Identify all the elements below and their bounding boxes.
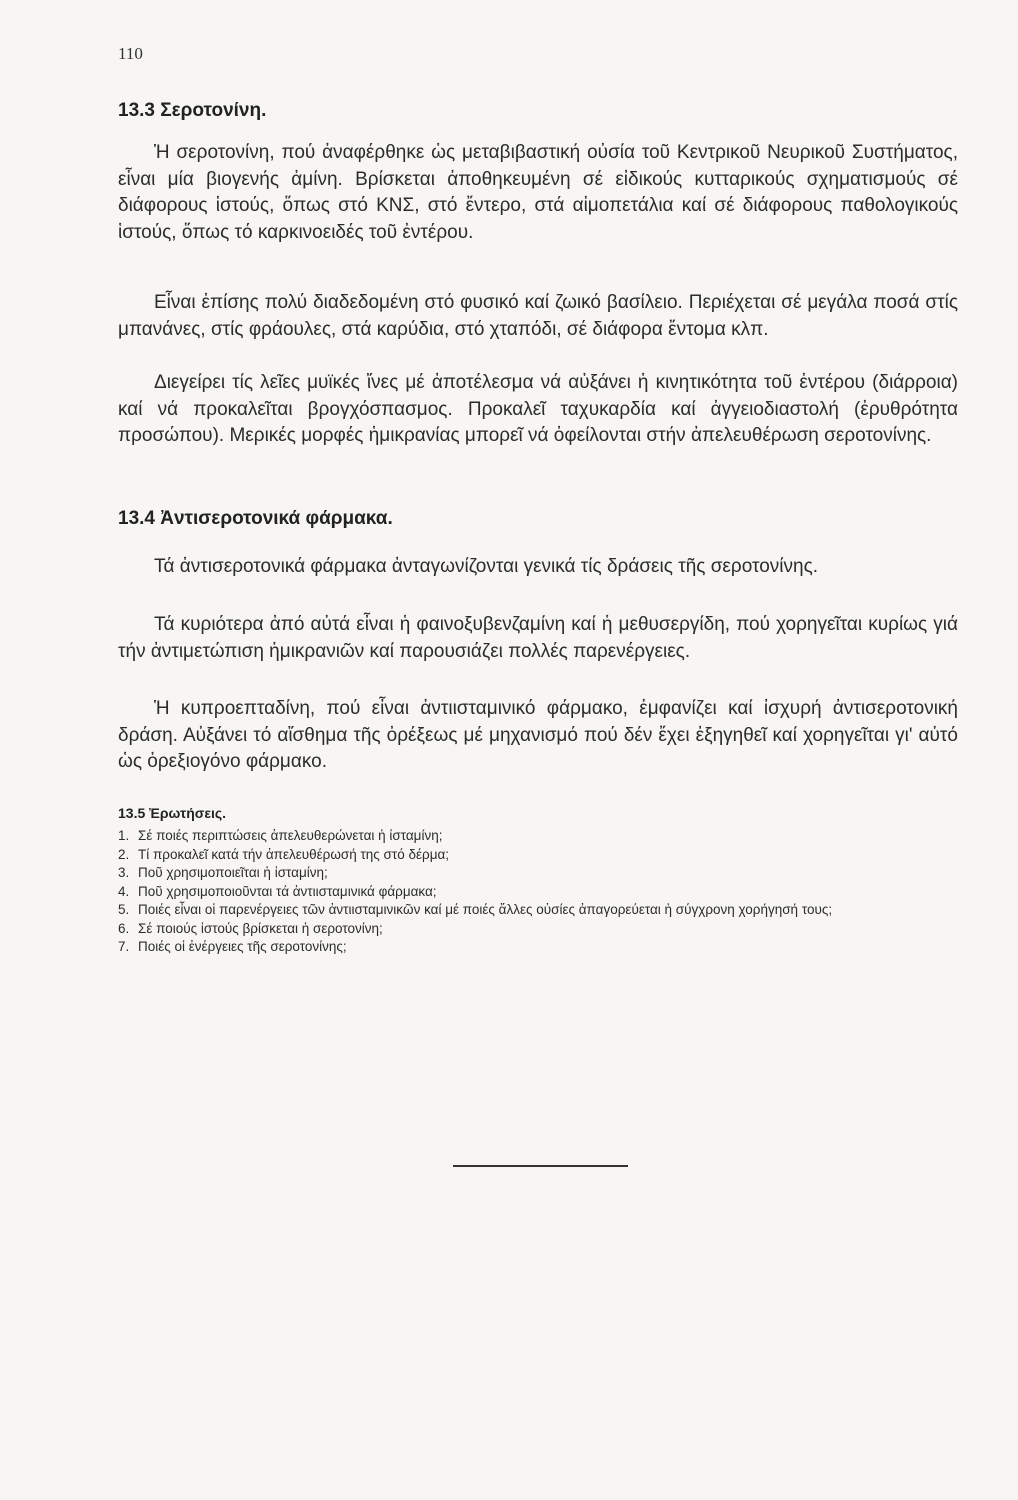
question-number: 4. [118,883,130,899]
question-number: 5. [118,902,130,917]
question-number: 3. [118,865,130,880]
question-item [118,864,968,883]
question-text: Σέ ποιούς ἱστούς βρίσκεται ἡ σεροτονίνη; [138,920,383,936]
paragraph-serotonin-distribution: Εἶναι ἐπίσης πολύ διαδεδομένη στό φυσικό καί ζωικό βασίλειο. Περιέχεται σέ μεγάλα ποσά στίς μπανάνες, στίς φράουλες, στά καρύδια, στό χταπόδι, σέ διάφορα ἔντομα κλπ. [118,292,958,340]
paragraph-serotonin-effects: Διεγείρει τίς λεῖες μυϊκές ἴνες μέ ἀποτέλεσμα νά αὐξάνει ἡ κινητικότητα τοῦ ἐντέρου (διάρροια) καί νά προκαλεῖται βρογχόσπασμος. Προκαλεῖ ταχυκαρδία καί ἀγγειοδιαστολή (ἐρυθρότητα προσώπου). Μερικές μορφές ἡμικρανίας μπορεῖ νά ὀφείλονται στήν ἀπελευθέρωση σεροτονίνης. [118,372,958,446]
paragraph-serotonin-intro: Ἡ σεροτονίνη, πού ἀναφέρθηκε ὡς μεταβιβαστική οὐσία τοῦ Κεντρικοῦ Νευρικοῦ Συστήματος, εἶναι μία βιογενής ἀμίνη. Βρίσκεται ἀποθηκευμένη σέ εἰδικούς κυτταρικούς σχηματισμούς σέ διάφορους ἱστούς, ὅπως στό ΚΝΣ, στό ἔντερο, στά αἱμοπετάλια καί σέ διάφορους παθολογικούς ἱστούς, ὅπως τό καρκινοειδές τοῦ ἐντέρου. [118,142,958,243]
question-text: Ποῦ χρησιμοποιεῖται ἡ ἰσταμίνη; [138,865,328,880]
page-number: 110 [118,44,143,63]
question-text: Ποῦ χρησιμοποιοῦνται τά ἀντιισταμινικά φάρμακα; [138,883,437,899]
paragraph-antiserotonin-main: Τά κυριότερα ἀπό αὐτά εἶναι ἡ φαινοξυβενζαμίνη καί ἡ μεθυσεργίδη, πού χορηγεῖται κυρίως γιά τήν ἀντιμετώπιση ἡμικρανιῶν καί παρουσιάζει πολλές παρενέργειες. [118,614,958,662]
question-text: Ποιές εἶναι οἱ παρενέργειες τῶν ἀντιισταμινικῶν καί μέ ποιές ἄλλες οὐσίες ἀπαγορεύεται ἡ σύγχρονη χορήγησή τους; [138,902,833,917]
section-heading-antiserotonin-drugs: 13.4 Ἀντισεροτονικά φάρμακα. [118,508,393,529]
question-item [118,920,968,939]
question-item [118,827,968,846]
question-item [118,901,968,920]
question-number: 1. [118,828,130,843]
question-text: Σέ ποιές περιπτώσεις ἀπελευθερώνεται ἡ ἰσταμίνη; [138,828,443,843]
section-heading-questions: 13.5 Ἐρωτήσεις. [118,805,227,821]
questions-list [118,827,968,957]
paragraph-antiserotonin-general: Τά ἀντισεροτονικά φάρμακα ἀνταγωνίζονται γενικά τίς δράσεις τῆς σεροτονίνης. [154,556,819,577]
paragraph-cyproheptadine: Ἡ κυπροεπταδίνη, πού εἶναι ἀντιισταμινικό φάρμακο, ἐμφανίζει καί ἰσχυρή ἀντισεροτονική δράση. Αὐξάνει τό αἴσθημα τῆς ὀρέξεως μέ μηχανισμό πού δέν ἔχει ἐξηγηθεῖ καί χορηγεῖται γι' αὐτό ὡς ὀρεξιογόνο φάρμακο. [118,698,958,772]
section-heading-serotonin: 13.3 Σεροτονίνη. [118,100,267,121]
question-item [118,883,968,902]
question-item [118,938,968,957]
question-text: Τί προκαλεῖ κατά τήν ἀπελευθέρωσή της στό δέρμα; [138,846,450,862]
end-divider-line [453,1165,628,1167]
question-item [118,846,968,865]
question-number: 6. [118,920,130,936]
question-number: 7. [118,939,130,954]
question-number: 2. [118,846,130,862]
question-text: Ποιές οἱ ἐνέργειες τῆς σεροτονίνης; [138,939,347,954]
